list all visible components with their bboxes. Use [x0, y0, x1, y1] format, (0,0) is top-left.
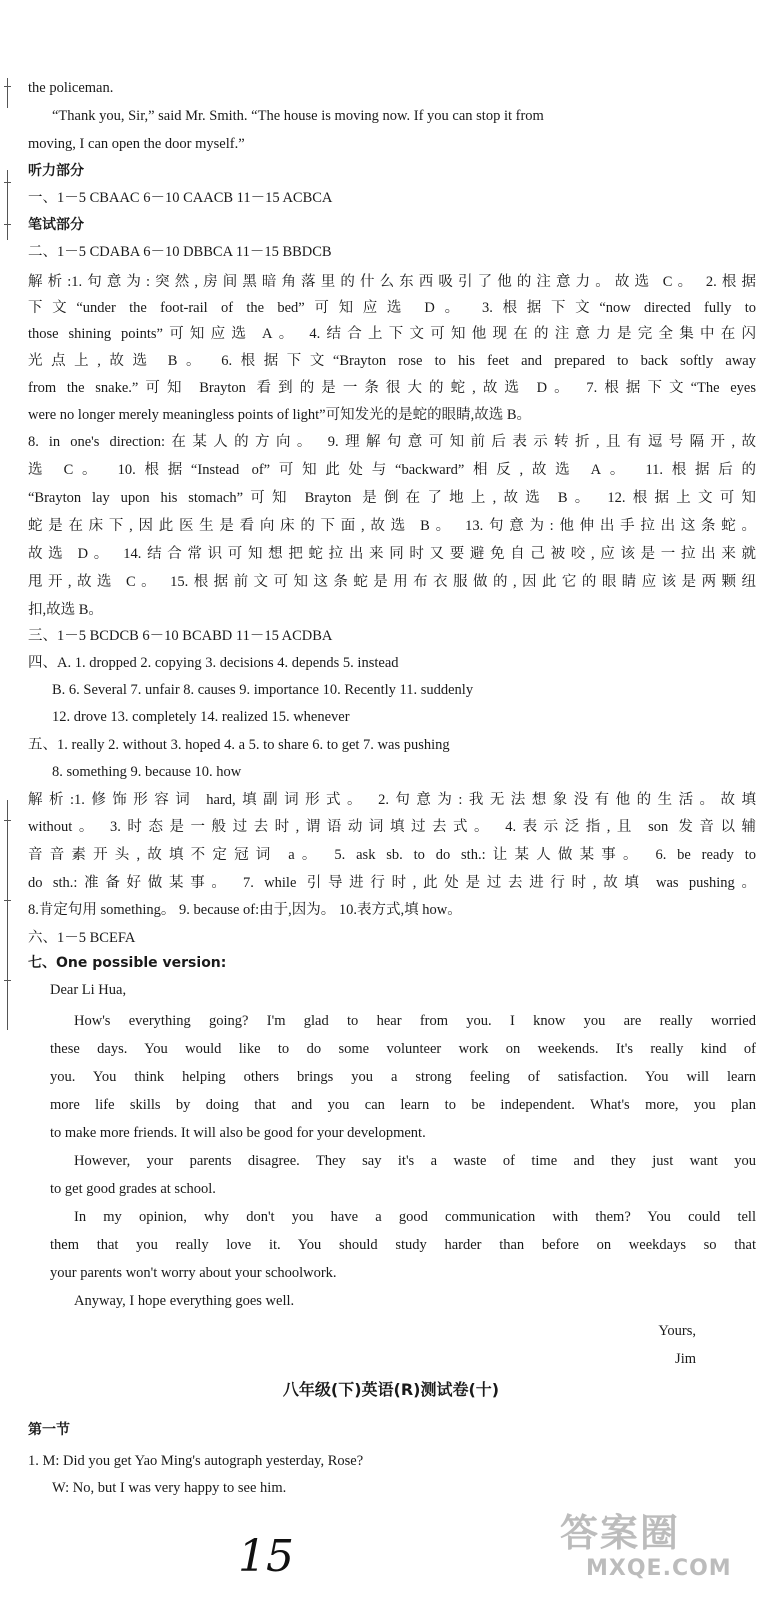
explanation-line: 下文“under the foot-rail of the bed”可知应选 D。 3.根据下文“now directed fully to — [28, 300, 756, 316]
explanation-line: 音音素开头,故填不定冠词 a。 5. ask sb. to do sth.:让某人做某事。 6. be ready to — [28, 847, 756, 863]
section-heading-listening: 听力部分 — [28, 163, 84, 179]
answer-row: 六、1－5 BCEFA — [28, 930, 136, 946]
margin-tick — [4, 900, 11, 901]
explanation-line: 甩开,故选 C。 15.根据前文可知这条蛇是用布衣服做的,因此它的眼睛应该是两颗纽 — [28, 574, 756, 590]
margin-tick — [4, 86, 11, 87]
answer-row: 8. something 9. because 10. how — [52, 764, 242, 780]
answer-row: B. 6. Several 7. unfair 8. causes 9. importance 10. Recently 11. suddenly — [52, 682, 474, 698]
explanation-line: do sth.:准备好做某事。 7. while 引导进行时,此处是过去进行时,故填 was pushing。 — [28, 875, 756, 891]
answer-row: 五、1. really 2. without 3. hoped 4. a 5. to share 6. to get 7. was pushing — [28, 737, 450, 753]
test-title: 八年级(下)英语(R)测试卷(十) — [282, 1380, 500, 1399]
explanation-line: 8.肯定句用 something。 9. because of:由于,因为。 10.表方式,填 how。 — [28, 902, 462, 918]
answer-row: 二、1－5 CDABA 6－10 DBBCA 11－15 BBDCB — [28, 244, 332, 260]
explanation-line: without。 3.时态是一般过去时,谓语动词填过去式。 4.表示泛指,且 son 发音以辅 — [28, 819, 756, 835]
dialogue-line: W: No, but I was very happy to see him. — [52, 1480, 287, 1496]
section-label: 第一节 — [28, 1422, 70, 1438]
letter-line: them that you really love it. You should study harder than before on weekdays so that — [50, 1237, 756, 1253]
answer-row: 三、1－5 BCDCB 6－10 BCABD 11－15 ACDBA — [28, 628, 333, 644]
dialogue-line: 1. M: Did you get Yao Ming's autograph yesterday, Rose? — [28, 1453, 364, 1469]
section-heading-writing: 七、One possible version: — [28, 955, 227, 971]
watermark — [560, 1510, 770, 1594]
explanation-line: 故选 D。 14.结合常识可知想把蛇拉出来同时又要避免自己被咬,应该是一拉出来就 — [28, 546, 756, 562]
letter-line: Anyway, I hope everything goes well. — [74, 1293, 295, 1309]
explanation-line: 解析:1.句意为:突然,房间黑暗角落里的什么东西吸引了他的注意力。故选 C。 2.根据 — [28, 274, 756, 290]
letter-line: these days. You would like to do some volunteer work on weekends. It's really kind of — [50, 1041, 756, 1057]
margin-binding-line — [7, 78, 8, 108]
explanation-line: those shining points”可知应选 A。 4.结合上下文可知他现在的注意力是完全集中在闪 — [28, 326, 756, 342]
answer-row: 一、1－5 CBAAC 6－10 CAACB 11－15 ACBCA — [28, 190, 333, 206]
letter-line: to make more friends. It will also be good for your development. — [50, 1125, 426, 1141]
watermark-logo: 答案圈 — [560, 1511, 681, 1555]
answer-row: 四、A. 1. dropped 2. copying 3. decisions 4. depends 5. instead — [28, 655, 399, 671]
margin-tick — [4, 224, 11, 225]
story-line: “Thank you, Sir,” said Mr. Smith. “The house is moving now. If you can stop it from — [52, 108, 544, 124]
story-line: moving, I can open the door myself.” — [28, 136, 245, 152]
explanation-line: 光点上,故选 B。 6.根据下文“Brayton rose to his feet and prepared to back softly away — [28, 353, 756, 369]
explanation-line: “Brayton lay upon his stomach”可知 Brayton 是倒在了地上,故选 B。 12.根据上文可知 — [28, 490, 756, 506]
letter-line: more life skills by doing that and you can learn to be independent. What's more, you plan — [50, 1097, 756, 1113]
explanation-line: 扣,故选 B。 — [28, 602, 103, 618]
watermark-url: MXQE.COM — [586, 1556, 732, 1581]
explanation-line: were no longer merely meaningless points of light”可知发光的是蛇的眼睛,故选 B。 — [28, 407, 531, 423]
answer-row: 12. drove 13. completely 14. realized 15. whenever — [52, 709, 350, 725]
letter-line: you. You think helping others brings you a strong feeling of satisfaction. You will learn — [50, 1069, 756, 1085]
letter-line: In my opinion, why don't you have a good communication with them? You could tell — [74, 1209, 756, 1225]
margin-binding-line — [7, 170, 8, 240]
letter-line: to get good grades at school. — [50, 1181, 216, 1197]
margin-tick — [4, 182, 11, 183]
letter-closing: Yours, — [658, 1323, 696, 1339]
margin-binding-line — [7, 800, 8, 1030]
explanation-line: 解析:1.修饰形容词 hard,填副词形式。 2.句意为:我无法想象没有他的生活。故填 — [28, 792, 756, 808]
explanation-line: 选 C。 10.根据“Instead of”可知此处与“backward”相反,故选 A。 11.根据后的 — [28, 462, 756, 478]
handwritten-page-number: 15 — [238, 1531, 294, 1582]
letter-line: However, your parents disagree. They say it's a waste of time and they just want you — [74, 1153, 756, 1169]
letter-line: How's everything going? I'm glad to hear from you. I know you are really worried — [74, 1013, 756, 1029]
margin-tick — [4, 820, 11, 821]
letter-signature: Jim — [675, 1351, 696, 1367]
margin-tick — [4, 980, 11, 981]
letter-salutation: Dear Li Hua, — [50, 982, 127, 998]
letter-line: your parents won't worry about your schoolwork. — [50, 1265, 337, 1281]
explanation-line: 8. in one's direction:在某人的方向。 9.理解句意可知前后表示转折,且有逗号隔开,故 — [28, 434, 756, 450]
explanation-line: from the snake.”可知 Brayton 看到的是一条很大的蛇,故选 D。 7.根据下文“The eyes — [28, 380, 756, 396]
explanation-line: 蛇是在床下,因此医生是看向床的下面,故选 B。 13.句意为:他伸出手拉出这条蛇。 — [28, 518, 756, 534]
story-line: the policeman. — [28, 80, 114, 96]
section-heading-written: 笔试部分 — [28, 217, 84, 233]
